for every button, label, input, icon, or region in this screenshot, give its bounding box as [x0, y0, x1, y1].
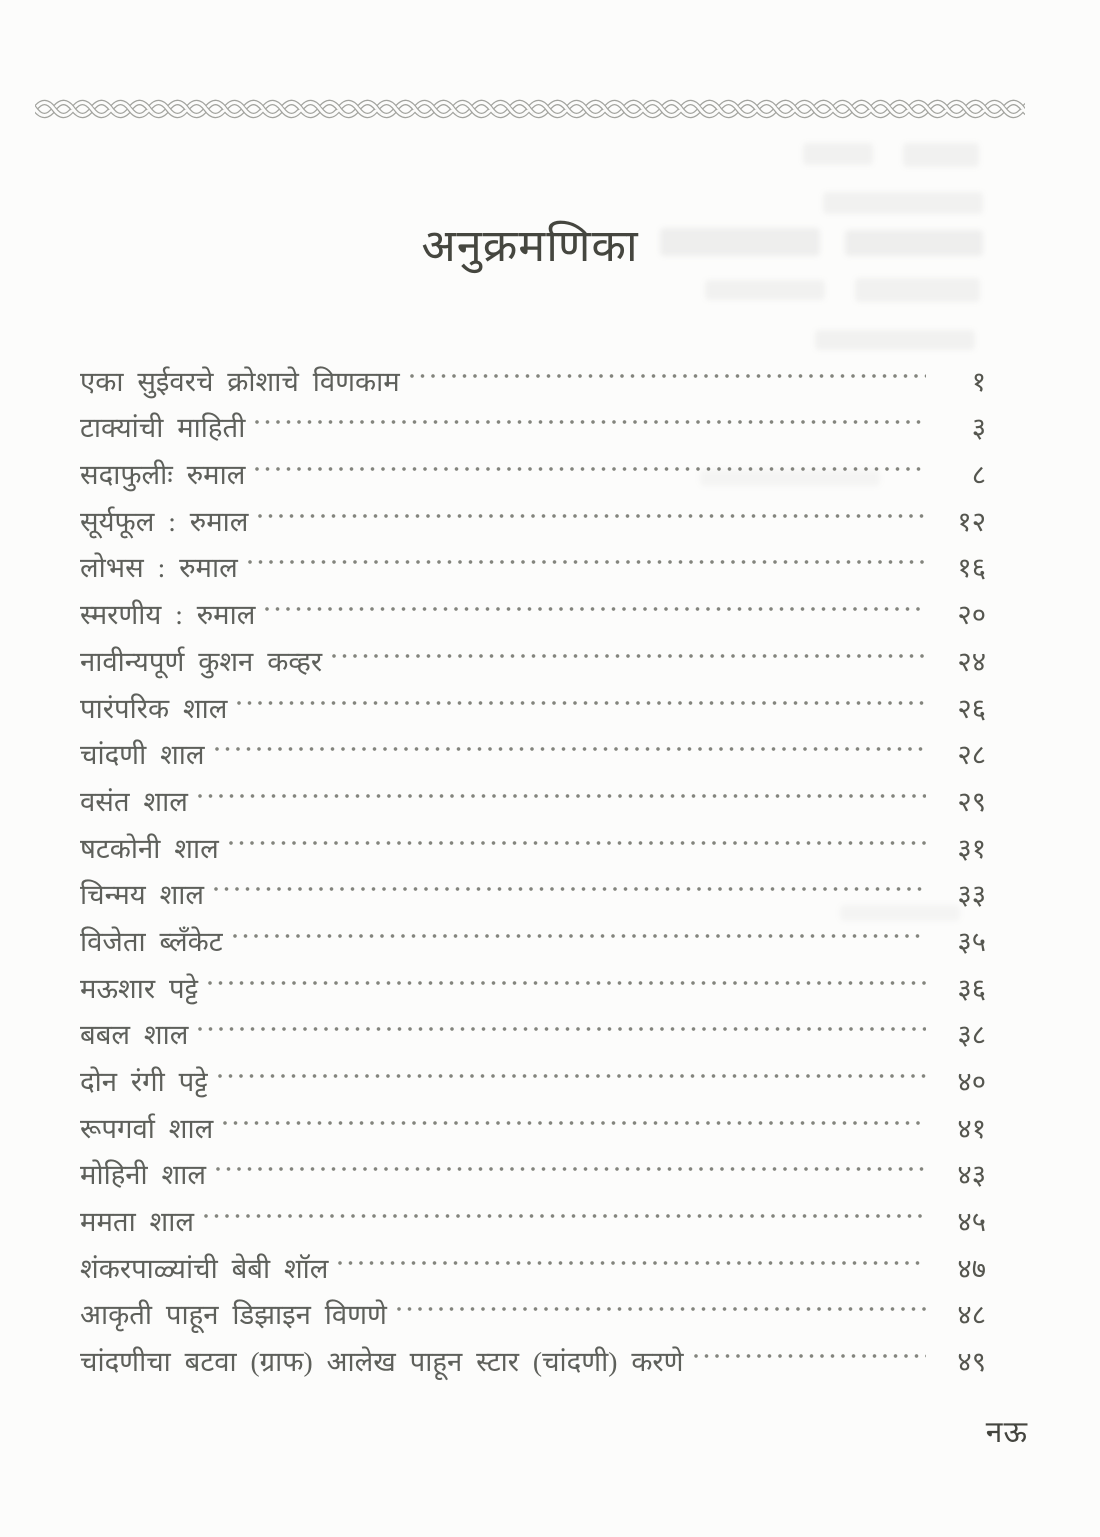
- toc-entry-page: १६: [957, 552, 986, 584]
- toc-entry-page: १२: [957, 505, 986, 537]
- dot-leader: [259, 577, 936, 624]
- bleed-through-mark: [903, 143, 979, 167]
- dot-leader: [210, 1138, 936, 1185]
- dot-leader: [198, 1184, 936, 1231]
- toc-entry-page: ३६: [957, 972, 986, 1004]
- toc-entry-page: ३: [971, 412, 986, 444]
- toc-entry-label: चिन्मय शाल: [80, 879, 205, 911]
- dot-leader: [212, 1044, 936, 1091]
- toc-entry: [80, 1184, 986, 1238]
- toc-entry-page: ३१: [957, 832, 986, 864]
- dot-leader: [252, 484, 936, 531]
- toc-entry: [80, 764, 986, 817]
- toc-entry-label: एका सुईवरचे क्रोशाचे विणकाम: [80, 365, 400, 397]
- dot-leader: [332, 1231, 936, 1278]
- toc-entry-label: चांदणीचा बटवा (ग्राफ) आलेख पाहून स्टार (चांदणी) करणे: [80, 1346, 684, 1378]
- dot-leader: [223, 811, 936, 858]
- toc-entry-label: रूपगर्वा शाल: [80, 1112, 214, 1144]
- dot-leader: [326, 624, 936, 671]
- toc-entry: [80, 858, 986, 911]
- dot-leader: [688, 1324, 936, 1371]
- toc-entry-page: २९: [957, 785, 986, 817]
- bleed-through-mark: [855, 278, 980, 302]
- toc-entry: [80, 718, 986, 771]
- toc-entry: [80, 1231, 986, 1284]
- toc-entry-label: नावीन्यपूर्ण कुशन कव्हर: [80, 645, 323, 677]
- toc-entry-page: ४०: [957, 1066, 986, 1097]
- toc-entry-page: ३८: [957, 1019, 986, 1051]
- toc-entry-label: सदाफुलीः रुमाल: [80, 459, 246, 491]
- toc-entry-label: षटकोनी शाल: [80, 832, 219, 864]
- toc-entry: [80, 904, 986, 957]
- toc-entry-label: सूर्यफूल : रुमाल: [80, 505, 249, 537]
- page-title: अनुक्रमणिका: [421, 221, 639, 271]
- toc-entry-label: मोहिनी शाल: [80, 1159, 207, 1191]
- toc-entry-page: १: [971, 365, 986, 397]
- toc-entry-page: ४७: [957, 1252, 986, 1284]
- footer-page-label: नऊ: [985, 1416, 1028, 1449]
- toc-entry-label: विजेता ब्लँकेट: [80, 925, 223, 957]
- toc-entry-label: लोभस : रुमाल: [80, 552, 238, 584]
- dot-leader: [227, 904, 936, 951]
- bleed-through-mark: [803, 143, 873, 165]
- toc-entry-page: ३३: [957, 879, 986, 911]
- toc-entry: [80, 951, 986, 1004]
- dot-leader: [217, 1091, 936, 1138]
- dot-leader: [192, 998, 936, 1045]
- toc-entry: [80, 1044, 986, 1097]
- toc-entry-label: आकृती पाहून डिझाइन विणणे: [80, 1299, 387, 1331]
- toc-entry: [80, 998, 986, 1051]
- braid-border-ornament: [35, 94, 1025, 124]
- dot-leader: [249, 437, 936, 484]
- toc-entry-page: ४३: [957, 1159, 986, 1191]
- dot-leader: [242, 531, 936, 578]
- toc-entry-page: २८: [957, 739, 986, 771]
- toc-entry: [80, 1138, 986, 1191]
- dot-leader: [231, 671, 936, 718]
- toc-entry-label: दोन रंगी पट्टे: [80, 1066, 208, 1097]
- toc-entry-page: ४५: [957, 1206, 986, 1238]
- toc-entry-label: बबल शाल: [80, 1019, 189, 1051]
- toc-entry-label: शंकरपाळ्यांची बेबी शॉल: [80, 1252, 329, 1284]
- toc-entry: [80, 1091, 986, 1144]
- toc-list: [80, 344, 986, 1378]
- dot-leader: [202, 951, 936, 998]
- bleed-through-mark: [705, 280, 825, 300]
- dot-leader: [391, 1278, 936, 1325]
- toc-entry-label: स्मरणीय : रुमाल: [80, 599, 256, 631]
- toc-entry-label: वसंत शाल: [80, 785, 188, 817]
- toc-entry-page: २०: [957, 599, 986, 631]
- toc-entry-page: ३५: [957, 925, 986, 957]
- toc-entry-page: ४८: [957, 1299, 986, 1331]
- toc-entry-label: पारंपरिक शाल: [80, 692, 228, 724]
- toc-entry: [80, 344, 986, 397]
- dot-leader: [192, 764, 936, 811]
- toc-entry-label: मऊशार पट्टे: [80, 972, 199, 1004]
- toc-entry-page: २४: [957, 645, 986, 677]
- dot-leader: [404, 344, 936, 391]
- toc-entry-page: ८: [971, 459, 986, 491]
- toc-entry-page: ४९: [957, 1346, 986, 1378]
- dot-leader: [208, 858, 936, 905]
- toc-entry-page: २६: [957, 692, 986, 724]
- toc-entry-page: ४१: [957, 1112, 986, 1144]
- toc-entry-label: टाक्यांची माहिती: [80, 412, 246, 444]
- dot-leader: [209, 718, 936, 765]
- toc-entry-label: ममता शाल: [80, 1206, 195, 1238]
- toc-entry: [80, 811, 986, 864]
- toc-entry-label: चांदणी शाल: [80, 739, 205, 771]
- dot-leader: [249, 391, 936, 438]
- bleed-through-mark: [823, 192, 983, 214]
